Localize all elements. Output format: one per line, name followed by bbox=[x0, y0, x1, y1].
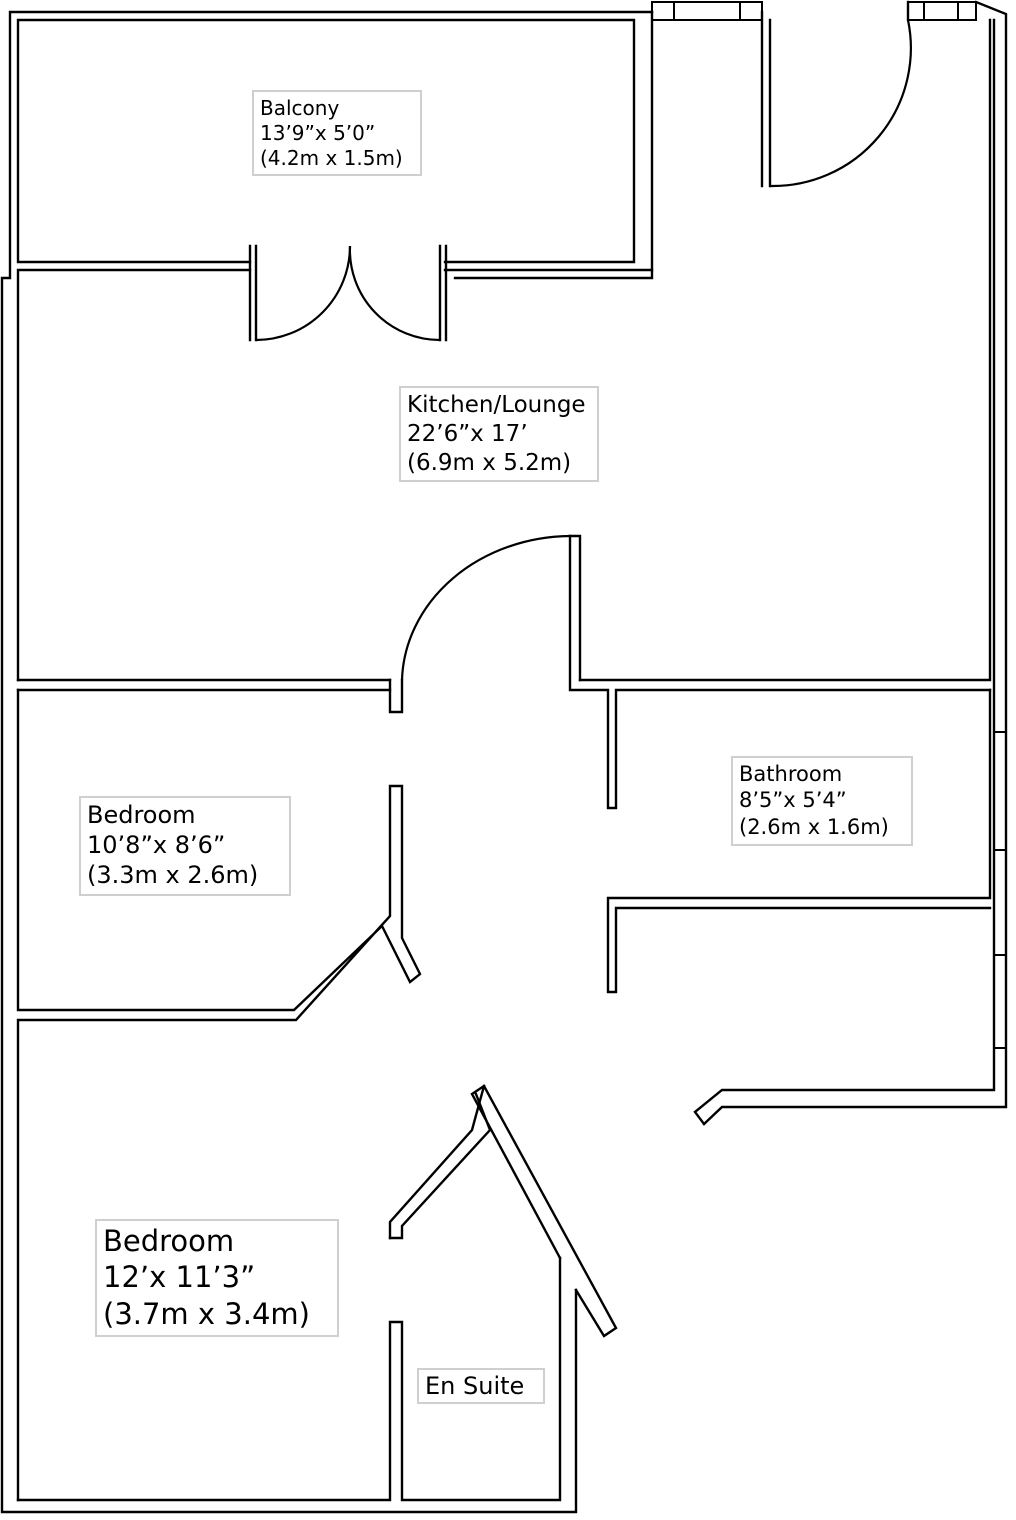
bedroom2-metric: (3.7m x 3.4m) bbox=[103, 1296, 310, 1331]
bathroom-name: Bathroom bbox=[739, 762, 843, 786]
ensuite-label bbox=[417, 1368, 545, 1404]
bedroom1-label bbox=[79, 796, 291, 896]
kitchen-lounge-imperial: 22’6”x 17’ bbox=[407, 420, 528, 447]
kitchen-lounge-name: Kitchen/Lounge bbox=[407, 392, 586, 418]
window-right bbox=[994, 732, 1006, 1048]
balcony-metric: (4.2m x 1.5m) bbox=[260, 146, 403, 170]
balcony-label bbox=[252, 90, 422, 176]
balcony-imperial: 13’9”x 5’0” bbox=[260, 121, 376, 145]
window-top-left bbox=[652, 2, 762, 20]
bedroom1-imperial: 10’8”x 8’6” bbox=[87, 831, 226, 859]
bedroom2-name: Bedroom bbox=[103, 1224, 235, 1258]
bathroom-imperial: 8’5”x 5’4” bbox=[739, 788, 847, 813]
kitchen-door bbox=[402, 536, 570, 680]
balcony-name: Balcony bbox=[260, 96, 340, 120]
balcony-double-door bbox=[256, 246, 440, 340]
kitchen-lounge-label bbox=[399, 386, 599, 482]
entrance-door bbox=[770, 20, 911, 186]
bedroom2-label bbox=[95, 1219, 339, 1337]
kitchen-lounge-metric: (6.9m x 5.2m) bbox=[407, 449, 572, 476]
bedroom1-metric: (3.3m x 2.6m) bbox=[87, 861, 259, 889]
window-top-right bbox=[908, 2, 976, 20]
ensuite-name: En Suite bbox=[425, 1372, 525, 1400]
bedroom2-imperial: 12’x 11’3” bbox=[103, 1260, 256, 1295]
bedroom1-name: Bedroom bbox=[87, 801, 196, 829]
bathroom-label bbox=[731, 756, 913, 846]
bathroom-metric: (2.6m x 1.6m) bbox=[739, 814, 889, 839]
